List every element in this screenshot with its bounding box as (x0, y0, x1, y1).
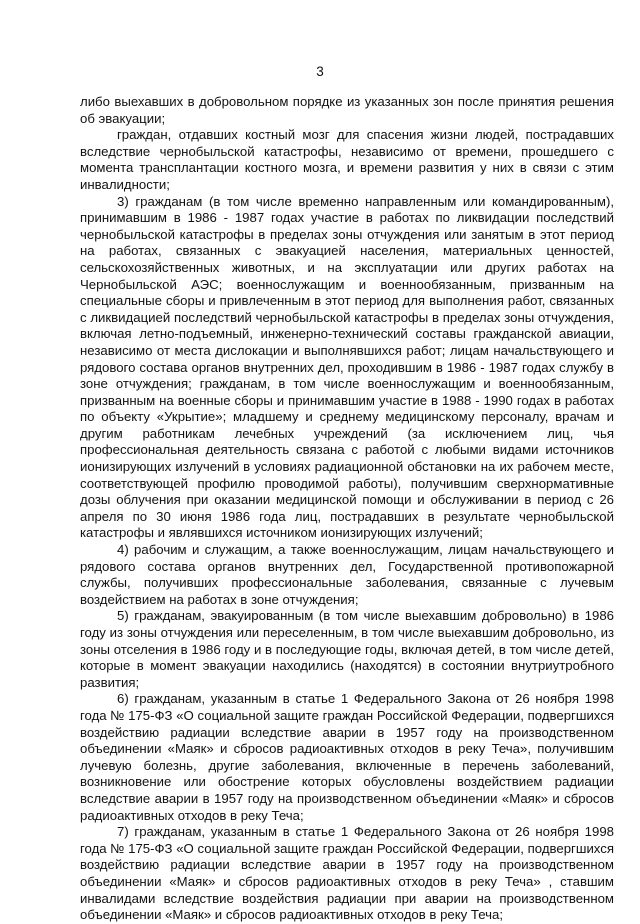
paragraph-item-6: 6) гражданам, указанным в статье 1 Федерального Закона от 26 ноября 1998 года № 175-ФЗ «О социальной защите граждан Российской Федерации, подвергшихся воздействию радиации вследствие аварии в 1957 году на производственном объединении «Маяк» и сбросов радиоактивных отходов в реку Теча», получившим лучевую болезнь, другие заболевания, включенные в перечень заболеваний, возникновение или обострение которых обусловлены воздействием радиации вследствие аварии в 1957 году на производственном объединении «Маяк» и сбросов радиоактивных отходов в реку Теча; (80, 691, 614, 823)
paragraph-item-5: 5) гражданам, эвакуированным (в том числе выехавшим добровольно) в 1986 году из зоны отчуждения или переселенным, в том числе выехавшим добровольно, из зоны отселения в 1986 году и в последующие годы, включая детей, в том числе детей, которые в момент эвакуации находились (находятся) в состоянии внутриутробного развития; (80, 608, 614, 690)
paragraph-bone-marrow-donors: граждан, отдавших костный мозг для спасения жизни людей, пострадавших вследствие чернобыльской катастрофы, независимо от времени, прошедшего с момента трансплантации костного мозга, и времени развития у них в связи с этим инвалидности; (80, 127, 614, 192)
paragraph-item-3: 3) гражданам (в том числе временно направленным или командированным), принимавшим в 1986 - 1987 годах участие в работах по ликвидации последствий чернобыльской катастрофы в пределах зоны отчуждения или занятым в этот период на работах, связанных с эвакуацией населения, материальных ценностей, сельскохозяйственных животных, и на эксплуатации или других работах на Чернобыльской АЭС; военнослужащим и военнообязанным, призванным на специальные сборы и привлеченным в этот период для выполнения работ, связанных с ликвидацией последствий чернобыльской катастрофы в пределах зоны отчуждения, включая летно-подъемный, инженерно-технический составы гражданской авиации, независимо от места дислокации и выполнявшихся работ; лицам начальствующего и рядового состава органов внутренних дел, проходившим в 1986 - 1987 годах службу в зоне отчуждения; гражданам, в том числе военнослужащим и военнообязанным, призванным на военные сборы и принимавшим участие в 1988 - 1990 годах в работах по объекту «Укрытие»; младшему и среднему медицинскому персоналу, врачам и другим работникам лечебных учреждений (за исключением лиц, чья профессиональная деятельность связана с работой с любыми видами источников ионизирующих излучений в условиях радиационной обстановки на их рабочем месте, соответствующей профилю проводимой работы), получившим сверхнормативные дозы облучения при оказании медицинской помощи и обслуживании в период с 26 апреля по 30 июня 1986 года лиц, пострадавших в результате чернобыльской катастрофы и являвшихся источником ионизирующих излучений; (80, 193, 614, 541)
paragraph-item-4: 4) рабочим и служащим, а также военнослужащим, лицам начальствующего и рядового состава органов внутренних дел, Государственной противопожарной службы, получивших профессиональные заболевания, связанные с лучевым воздействием на работах в зоне отчуждения; (80, 542, 614, 607)
page-number: 3 (316, 64, 324, 79)
paragraph-continuation: либо выехавших в добровольном порядке из указанных зон после принятия решения об эвакуации; (80, 94, 614, 126)
document-body (80, 94, 614, 924)
paragraph-item-7: 7) гражданам, указанным в статье 1 Федерального Закона от 26 ноября 1998 года № 175-ФЗ «О социальной защите граждан Российской Федерации, подвергшихся воздействию радиации вследствие аварии в 1957 году на производственном объединении «Маяк» и сбросов радиоактивных отходов в реку Теча» , ставшим инвалидами вследствие воздействия радиации при аварии на производственном объединении «Маяк» и сбросов радиоактивных отходов в реку Теча; (80, 824, 614, 923)
